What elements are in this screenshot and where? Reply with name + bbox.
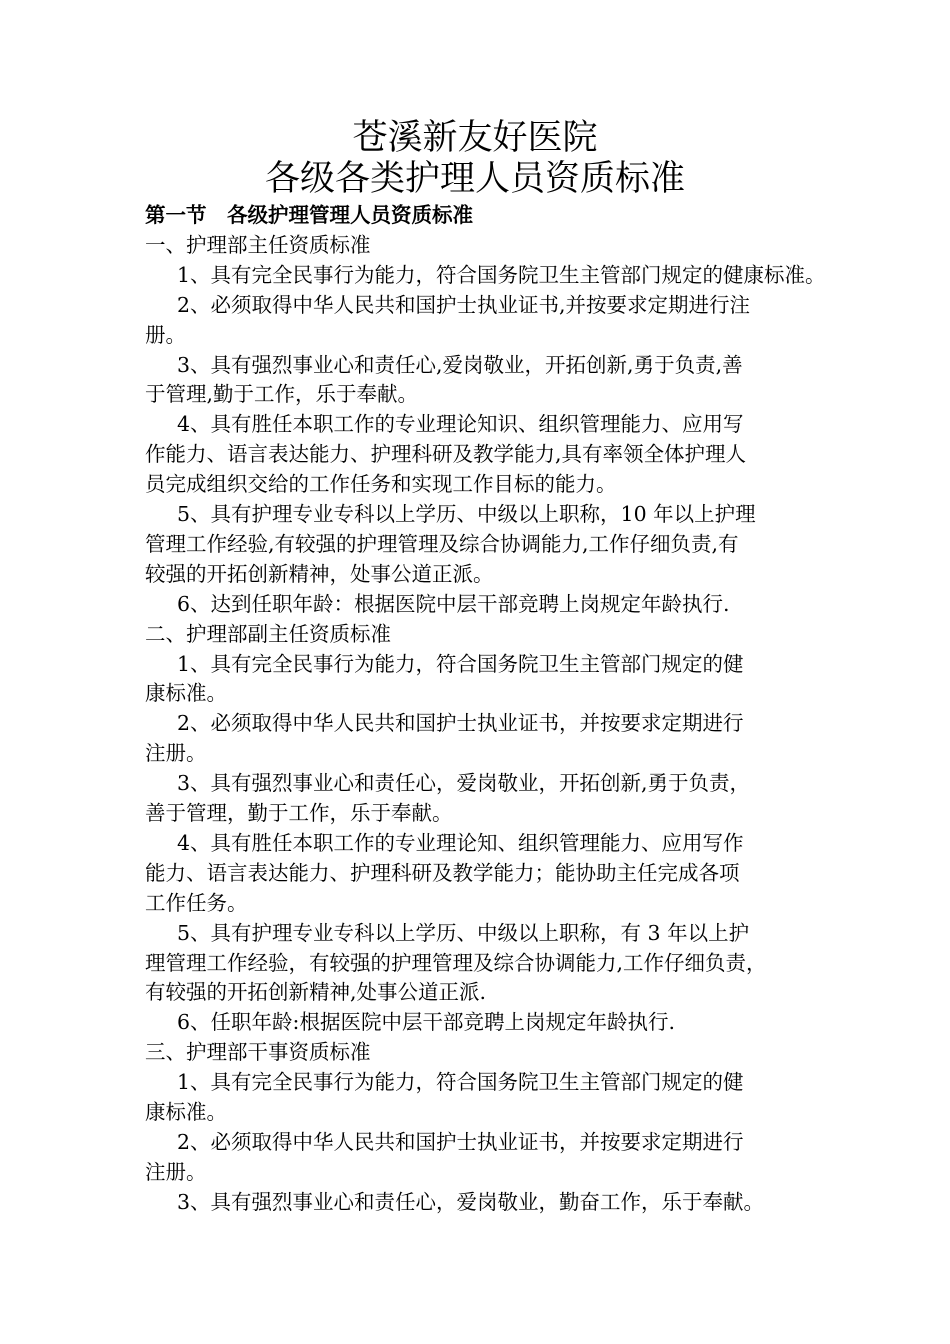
list-item-line: 5、具有护理专业专科以上学历、中级以上职称，10 年以上护理 xyxy=(177,502,756,526)
list-item-line: 3、具有强烈事业心和责任心,爱岗敬业，开拓创新,勇于负责,善 xyxy=(177,352,743,377)
list-item-line: 1、具有完全民事行为能力，符合国务院卫生主管部门规定的健康标准。 xyxy=(177,262,826,287)
text-line: 能力、语言表达能力、护理科研及教学能力；能协助主任完成各项 xyxy=(145,860,740,885)
list-item-line: 4、具有胜任本职工作的专业理论知识、组织管理能力、应用写 xyxy=(177,412,744,437)
text-line: 作能力、语言表达能力、护理科研及教学能力,具有率领全体护理人 xyxy=(145,442,747,467)
text-line: 康标准。 xyxy=(145,681,227,706)
text-line: 有较强的开拓创新精神,处事公道正派. xyxy=(145,980,487,1005)
list-item-line: 2、必须取得中华人民共和国护士执业证书，并按要求定期进行 xyxy=(177,711,744,736)
list-item-line: 5、具有护理专业专科以上学历、中级以上职称，有 3 年以上护 xyxy=(177,920,750,945)
text-line: 注册。 xyxy=(145,741,207,766)
list-item-line: 2、必须取得中华人民共和国护士执业证书，并按要求定期进行 xyxy=(177,1129,744,1154)
text-line: 员完成组织交给的工作任务和实现工作目标的能力。 xyxy=(145,472,617,497)
list-item-line: 3、具有强烈事业心和责任心，爱岗敬业，勤奋工作，乐于奉献。 xyxy=(177,1189,765,1214)
text-line: 理管理工作经验，有较强的护理管理及综合协调能力,工作仔细负责， xyxy=(145,950,767,975)
list-item-line: 6、任职年龄:根据医院中层干部竞聘上岗规定年龄执行. xyxy=(177,1010,675,1035)
text-line: 于管理,勤于工作，乐于奉献。 xyxy=(145,382,419,407)
hospital-name: 苍溪新友好医院 xyxy=(352,118,598,158)
text-line: 二、护理部副主任资质标准 xyxy=(145,621,391,646)
list-item-line: 1、具有完全民事行为能力，符合国务院卫生主管部门规定的健 xyxy=(177,1070,744,1095)
text-line: 康标准。 xyxy=(145,1100,227,1124)
text-line: 注册。 xyxy=(145,1159,207,1184)
text-line: 善于管理，勤于工作，乐于奉献。 xyxy=(145,801,453,825)
list-item-line: 4、具有胜任本职工作的专业理论知、组织管理能力、应用写作 xyxy=(177,830,744,855)
document-title: 各级各类护理人员资质标准 xyxy=(264,159,685,199)
text-line: 较强的开拓创新精神，处事公道正派。 xyxy=(145,561,494,586)
section-heading: 第一节 各级护理管理人员资质标准 xyxy=(145,203,473,227)
text-line: 工作任务。 xyxy=(145,890,248,915)
text-line: 管理工作经验,有较强的护理管理及综合协调能力,工作仔细负责,有 xyxy=(145,531,739,556)
text-line: 三、护理部干事资质标准 xyxy=(145,1040,371,1065)
text-line: 册。 xyxy=(145,322,186,347)
text-line: 一、护理部主任资质标准 xyxy=(145,232,371,257)
list-item-line: 1、具有完全民事行为能力，符合国务院卫生主管部门规定的健 xyxy=(177,651,744,676)
list-item-line: 3、具有强烈事业心和责任心，爱岗敬业，开拓创新,勇于负责， xyxy=(177,771,751,796)
list-item-line: 6、达到任职年龄：根据医院中层干部竞聘上岗规定年龄执行. xyxy=(177,591,730,616)
list-item-line: 2、必须取得中华人民共和国护士执业证书,并按要求定期进行注 xyxy=(177,292,751,317)
